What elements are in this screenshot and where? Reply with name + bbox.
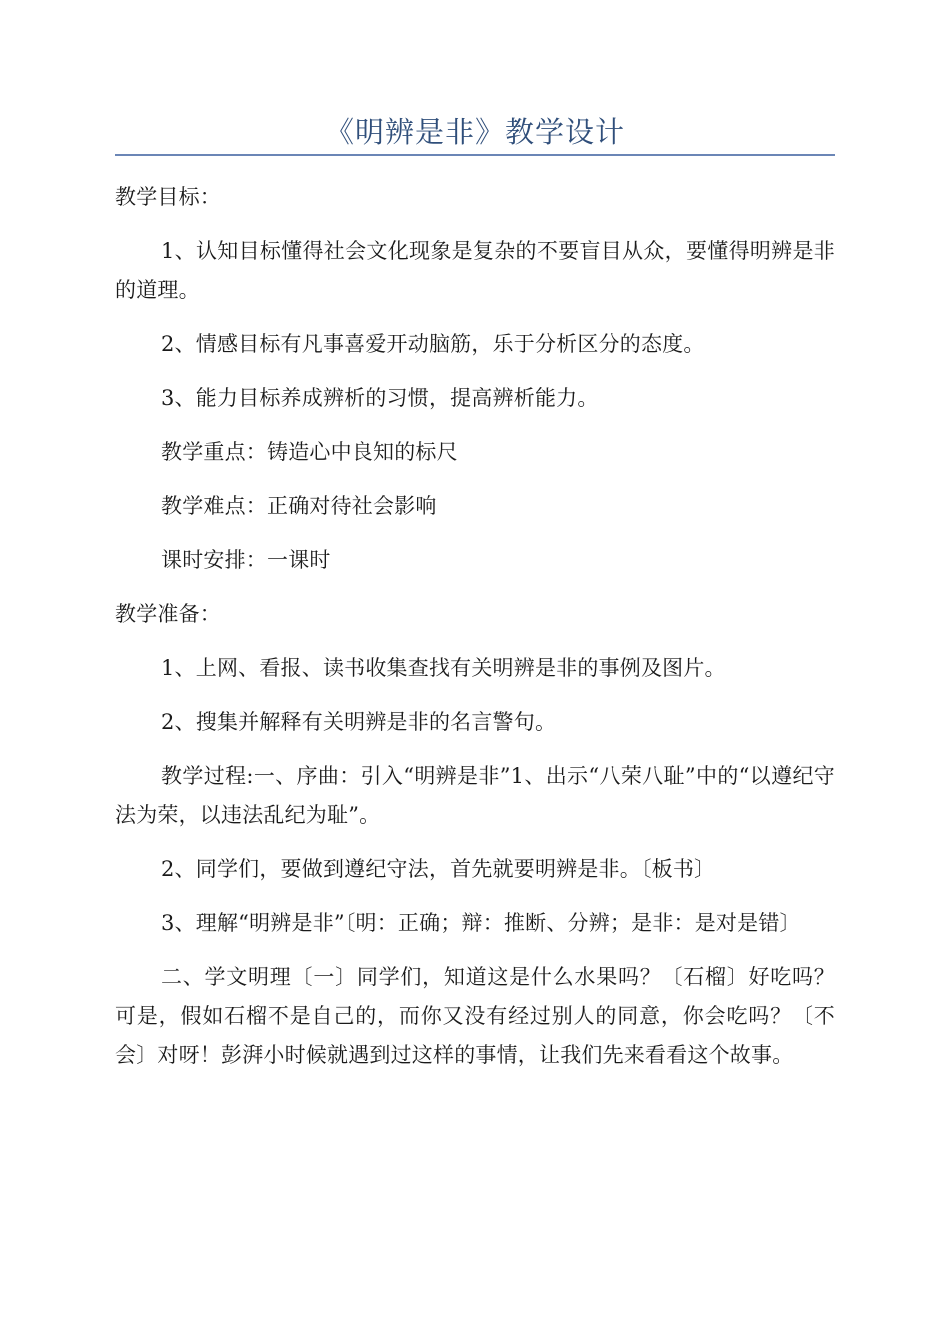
paragraph-ability-goal: 3、能力目标养成辨析的习惯，提高辨析能力。: [161, 386, 599, 410]
document-body: [115, 178, 835, 1090]
paragraph-process-3: 3、理解“明辨是非”〔明：正确；辩：推断、分辨；是非：是对是错〕: [161, 911, 801, 935]
paragraph-process-intro: 教学过程:一、序曲：引入“明辨是非”1、出示“八荣八耻”中的“以遵纪守法为荣，以违法乱纪为耻”。: [115, 764, 835, 827]
paragraph-cognitive-goal: 1、认知目标懂得社会文化现象是复杂的不要盲目从众，要懂得明辨是非的道理。: [115, 239, 835, 302]
paragraph-learn-text: 二、学文明理〔一〕同学们，知道这是什么水果吗？〔石榴〕好吃吗？可是，假如石榴不是自己的，而你又没有经过别人的同意，你会吃吗？〔不会〕对呀！彭湃小时候就遇到过这样的事情，让我们先来看看这个故事。: [115, 965, 835, 1067]
paragraph-process-2: 2、同学们，要做到遵纪守法，首先就要明辨是非。〔板书〕: [161, 857, 716, 881]
paragraph-preparation-1: 1、上网、看报、读书收集查找有关明辨是非的事例及图片。: [161, 656, 726, 680]
paragraph-difficulty: 教学难点：正确对待社会影响: [161, 494, 437, 518]
paragraph-schedule: 课时安排：一课时: [161, 548, 331, 572]
section-heading-goals: 教学目标：: [115, 185, 221, 209]
title-divider: [115, 154, 835, 156]
paragraph-preparation-2: 2、搜集并解释有关明辨是非的名言警句。: [161, 710, 557, 734]
paragraph-key-point: 教学重点：铸造心中良知的标尺: [161, 440, 458, 464]
paragraph-emotional-goal: 2、情感目标有凡事喜爱开动脑筋，乐于分析区分的态度。: [161, 332, 705, 356]
section-heading-preparation: 教学准备：: [115, 602, 221, 626]
document-title: 《明辨是非》教学设计: [324, 115, 625, 149]
